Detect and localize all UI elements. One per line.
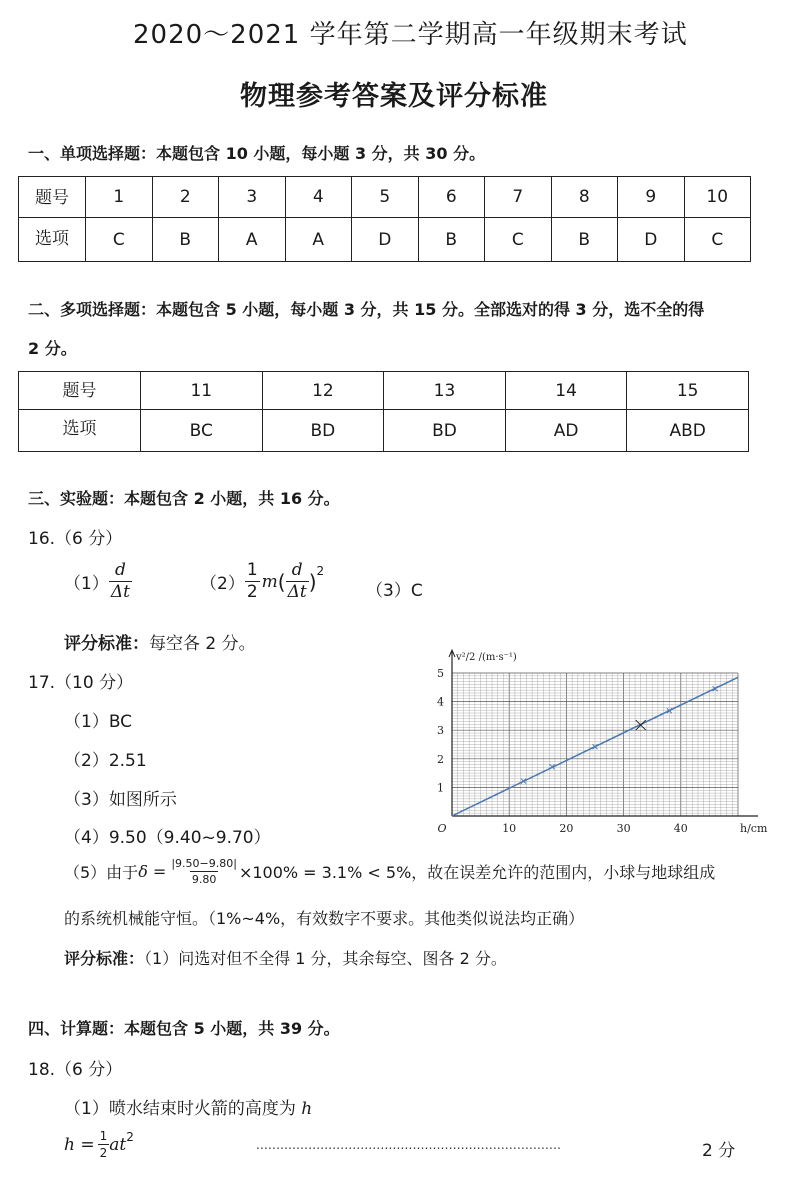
denominator: 9.80: [191, 873, 217, 886]
answer-choice-cell: BD: [262, 410, 384, 452]
section1-number-row: [19, 177, 751, 218]
answer-choice-cell: BD: [384, 410, 506, 452]
relative-error-fraction: [169, 858, 239, 885]
height-symbol: h: [301, 1099, 313, 1119]
mass-symbol: m: [261, 571, 278, 592]
question-number-cell: 5: [352, 177, 419, 218]
denominator: 2: [246, 582, 258, 602]
y-tick-label: 3: [437, 724, 444, 738]
q16-answer-2: [200, 562, 324, 601]
q17-title: 17.（10 分）: [28, 673, 134, 693]
answer-choice-cell: D: [618, 218, 685, 262]
answer-choice-cell: B: [152, 218, 219, 262]
numerator: d: [291, 560, 303, 580]
score-leader-dots: ............................................................................: [256, 1138, 562, 1152]
equation-lhs: h =: [64, 1134, 95, 1155]
denominator: Δt: [110, 582, 130, 602]
q16-fraction-d-over-dt: [109, 562, 132, 601]
row-label-question-number: 题号: [19, 177, 86, 218]
answer-choice-cell: C: [485, 218, 552, 262]
energy-height-graph: [430, 628, 790, 843]
q17-part5-suffix: ×100% = 3.1% < 5%，故在误差允许的范围内，小球与地球组成: [238, 863, 716, 882]
section1-answer-row: [19, 218, 751, 262]
q17-answer-2: （2）2.51: [64, 751, 147, 771]
delta-symbol: δ =: [138, 862, 167, 881]
denominator: Δt: [287, 582, 307, 602]
row-label-answer: 选项: [19, 218, 86, 262]
section3-heading: 三、实验题：本题包含 2 小题，共 16 分。: [28, 489, 340, 508]
x-axis-title: h/cm: [740, 822, 768, 835]
answer-choice-cell: B: [551, 218, 618, 262]
answer-choice-cell: B: [418, 218, 485, 262]
question-number-cell: 9: [618, 177, 685, 218]
row-label-question-number: 题号: [19, 372, 141, 410]
row-label-answer: 选项: [19, 410, 141, 452]
x-tick-label: 20: [559, 822, 574, 835]
q17-answer-4: （4）9.50（9.40~9.70）: [64, 828, 271, 848]
q17-part5-prefix: （5）由于: [64, 863, 139, 882]
question-number-cell: 8: [551, 177, 618, 218]
q16-answer-3: （3）C: [366, 581, 423, 601]
q18-equation: [64, 1130, 134, 1159]
answer-choice-cell: C: [684, 218, 751, 262]
question-number-cell: 13: [384, 372, 506, 410]
q16-answer-1: [64, 562, 132, 601]
answer-key-title: 物理参考答案及评分标准: [240, 81, 548, 112]
section2-heading-line2: 2 分。: [28, 339, 77, 358]
question-number-cell: 3: [219, 177, 286, 218]
q16-grading: [64, 629, 256, 654]
one-half-fraction: [98, 1130, 110, 1159]
answer-choice-cell: A: [285, 218, 352, 262]
q18-title: 18.（6 分）: [28, 1060, 123, 1080]
answer-choice-cell: ABD: [627, 410, 749, 452]
q16-fraction-one-half: [245, 562, 260, 601]
q16-part1-label: （1）: [64, 574, 109, 594]
x-tick-label: 10: [502, 822, 517, 835]
y-tick-label: 1: [437, 781, 444, 795]
x-tick-label: 40: [673, 822, 688, 835]
question-number-cell: 7: [485, 177, 552, 218]
q18-answer-1: [64, 1094, 312, 1119]
q17-grading: [64, 946, 507, 969]
question-number-cell: 6: [418, 177, 485, 218]
question-number-cell: 14: [505, 372, 627, 410]
grading-text: 每空各 2 分。: [149, 634, 256, 654]
denominator: 2: [99, 1146, 108, 1160]
answer-choice-cell: BC: [141, 410, 263, 452]
time-squared-exponent: 2: [126, 1130, 134, 1144]
q17-answer-5-line2: 的系统机械能守恒。（1%~4%，有效数字不要求。其他类似说法均正确）: [64, 909, 585, 928]
section2-answer-row: [19, 410, 749, 452]
question-number-cell: 1: [86, 177, 153, 218]
answer-choice-cell: C: [86, 218, 153, 262]
answer-choice-cell: D: [352, 218, 419, 262]
numerator: d: [114, 560, 126, 580]
question-number-cell: 11: [141, 372, 263, 410]
y-tick-label: 5: [437, 667, 444, 680]
numerator: 1: [99, 1129, 108, 1143]
section2-number-row: [19, 372, 749, 410]
equation-rhs: at: [109, 1134, 127, 1155]
open-paren: (: [277, 569, 286, 594]
y-axis-title: v²/2 /(m·s⁻¹): [456, 652, 517, 663]
close-paren: ): [308, 569, 317, 594]
grading-text: （1）问选对但不全得 1 分，其余每空、图各 2 分。: [144, 949, 507, 968]
section2-heading-line1: 二、多项选择题：本题包含 5 小题，每小题 3 分，共 15 分。全部选对的得 3 分，选不全的得: [28, 300, 705, 319]
question-number-cell: 15: [627, 372, 749, 410]
numerator: 1: [246, 560, 258, 580]
q17-answer-1: （1）BC: [64, 712, 133, 732]
q18-score: 2 分: [702, 1141, 736, 1161]
square-exponent: 2: [316, 564, 325, 578]
answer-choice-cell: A: [219, 218, 286, 262]
section1-answer-table: [18, 176, 751, 262]
q16-title: 16.（6 分）: [28, 529, 123, 549]
q18-part1-text: （1）喷水结束时火箭的高度为: [64, 1099, 296, 1119]
y-tick-label: 2: [437, 752, 444, 766]
exam-title: 2020～2021 学年第二学期高一年级期末考试: [133, 20, 688, 50]
grading-label: 评分标准：: [64, 634, 149, 654]
section4-heading: 四、计算题：本题包含 5 小题，共 39 分。: [28, 1019, 340, 1038]
question-number-cell: 2: [152, 177, 219, 218]
question-number-cell: 10: [684, 177, 751, 218]
x-tick-label: 30: [616, 822, 631, 835]
q17-answer-5-line1: [64, 858, 715, 885]
q16-part2-label: （2）: [200, 574, 245, 594]
answer-choice-cell: AD: [505, 410, 627, 452]
section1-heading: 一、单项选择题：本题包含 10 小题，每小题 3 分，共 30 分。: [28, 144, 486, 163]
y-tick-label: 4: [437, 695, 444, 709]
numerator: |9.50−9.80|: [171, 857, 237, 870]
q17-answer-3: （3）如图所示: [64, 790, 177, 810]
section2-answer-table: [18, 371, 749, 452]
question-number-cell: 4: [285, 177, 352, 218]
q16-fraction-d-over-dt: [286, 562, 309, 601]
origin-label: O: [437, 822, 447, 835]
question-number-cell: 12: [262, 372, 384, 410]
grading-label: 评分标准：: [64, 949, 145, 968]
